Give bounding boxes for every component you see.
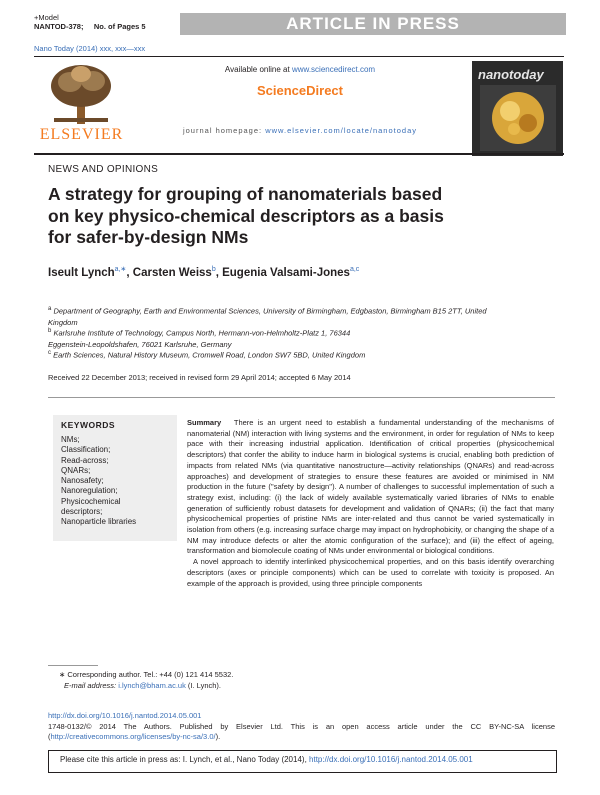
article-title: A strategy for grouping of nanomaterials based on key physico-chemical descriptors as a basis for safer-by-design NMs — [48, 184, 444, 247]
author-name: Carsten Weiss — [132, 266, 212, 279]
journal-reference: Nano Today (2014) xxx, xxx—xxx — [34, 44, 146, 53]
model-info — [34, 13, 146, 31]
summary-abstract — [187, 418, 554, 589]
affiliation-text: Earth Sciences, Natural History Museum, Cromwell Road, London SW7 5BD, United Kingdom — [53, 350, 366, 360]
citation-doi-link[interactable]: http://dx.doi.org/10.1016/j.nantod.2014.05.001 — [309, 755, 473, 764]
affiliation-mark: b — [48, 328, 52, 334]
section-label: NEWS AND OPINIONS — [48, 164, 159, 175]
keyword-item: descriptors; — [61, 507, 103, 517]
received-rule — [48, 397, 555, 398]
model-line: +Model — [34, 13, 59, 22]
author-name: Eugenia Valsami-Jones — [222, 266, 350, 279]
license-link[interactable]: http://creativecommons.org/licenses/by-nc-sa/3.0/ — [50, 732, 216, 741]
license-statement — [48, 722, 555, 742]
cover-title: nanotoday — [478, 67, 544, 82]
journal-cover — [472, 61, 563, 156]
corresponding-author: ∗ Corresponding author. Tel.: +44 (0) 121 414 5532. — [59, 670, 234, 679]
sciencedirect-logo: ScienceDirect — [257, 83, 343, 98]
affiliation — [48, 304, 498, 328]
affiliation-text: Karlsruhe Institute of Technology, Campus North, Hermann-von-Helmholtz-Platz 1, 76344 Eggenstein-Leopoldshafen, 76021 Karlsruhe, Germany — [48, 328, 351, 349]
summary-paragraph — [187, 418, 554, 557]
summary-paragraph: A novel approach to identify interlinked physicochemical properties, and on this basis identify overarching descriptors (axes or principle components) which can be used to correlate with toxicity is proposed. An example of the approach is provided, using three principle components — [187, 557, 554, 588]
journal-homepage — [140, 126, 460, 135]
homepage-link[interactable]: www.elsevier.com/locate/nanotoday — [265, 126, 418, 135]
keyword-item: Nanoparticle libraries — [61, 517, 137, 527]
keywords-list — [61, 435, 136, 528]
affiliation — [48, 348, 498, 361]
email-link[interactable]: i.lynch@bham.ac.uk — [118, 681, 186, 690]
keyword-item: NMs; — [61, 435, 80, 444]
author-list: Iseult Lynch$^{a,∗}$, Carsten Weiss$^b$, Eugenia Valsami-Jones$^{a,c}$ — [48, 266, 360, 279]
homepage-prefix: journal homepage: — [182, 126, 266, 135]
affiliation-mark: c — [48, 350, 51, 356]
publisher-name: ELSEVIER — [39, 126, 124, 143]
license-text: 1748-0132/© 2014 The Authors. Published by Elsevier Ltd. This is an open access article under the CC BY-NC-SA license ( — [48, 722, 555, 741]
available-prefix: Available online at — [224, 65, 292, 74]
keyword-item: Classification; — [61, 445, 111, 455]
keyword-item: Physicochemical — [61, 496, 121, 506]
keywords-heading: KEYWORDS — [61, 420, 116, 430]
affiliation-mark: a — [48, 306, 52, 312]
citation-text: Please cite this article in press as: I. Lynch, et al., Nano Today (2014), — [60, 755, 310, 764]
cover-art-icon — [480, 85, 556, 151]
footnote-rule — [48, 665, 98, 666]
email-suffix: (I. Lynch). — [185, 681, 221, 690]
citation-line — [60, 755, 473, 764]
keyword-item: Nanoregulation; — [61, 486, 118, 496]
email-line — [64, 681, 221, 690]
email-label: E-mail address: — [64, 681, 119, 690]
keyword-item: QNARs; — [61, 465, 91, 475]
available-online — [140, 65, 460, 74]
manuscript-id: NANTOD-378; No. of Pages 5 — [34, 22, 146, 31]
masthead-rule — [34, 153, 564, 155]
keyword-item: Read-across; — [61, 455, 109, 465]
header-rule — [34, 56, 564, 57]
summary-label: Summary — [187, 418, 222, 427]
affiliation — [48, 326, 388, 350]
tree-icon — [46, 62, 116, 126]
summary-text: There is an urgent need to establish a fundamental understanding of the mechanisms of nanomaterial (NM) interaction with living systems and the environment, in order for regulation of NMs to keep pace with their increasing industrial application. Identification of critical properties (physicochemical descriptors) that confer the ability to induce harm in biological systems is crucial, enabling both prediction of impacts from related NMs (via quantitative nanostructure—activity relationships (QNARs) and read-across approaches) and development of strategies to ensure these features are avoided or minimised in NM production in the future (''safety by design''). A number of challenges to successful implementation of such a strategy exist, including: (i) the lack of widely available systematically varied libraries of NMs to enable generation of sufficiently robust datasets for development and validation of QNARs; (ii) the fact that many physicochemical properties of pristine NMs are inter-related and thus cannot be varied systematically in isolation from others (e.g. increasing surface charge may impact on hydrophobicity, or changing the shape of a NM may introduce defects or alter the atomic configuration of the surface); and (iii) the effect of ageing, transformation and biomolecule coating of NMs under environmental or biological conditions. — [187, 418, 554, 556]
received-dates: Received 22 December 2013; received in revised form 29 April 2014; accepted 6 May 2014 — [48, 373, 351, 382]
keyword-item: Nanosafety; — [61, 476, 104, 486]
author-affiliation-mark[interactable]: a,c — [349, 266, 360, 273]
article-in-press-banner: ARTICLE IN PRESS — [180, 13, 566, 35]
doi-link[interactable]: http://dx.doi.org/10.1016/j.nantod.2014.05.001 — [48, 711, 202, 720]
author-affiliation-mark[interactable]: a,∗ — [114, 266, 127, 273]
license-close: ). — [215, 732, 221, 741]
sciencedirect-link[interactable]: www.sciencedirect.com — [291, 65, 376, 74]
author-name: Iseult Lynch — [48, 266, 115, 279]
author-affiliation-mark[interactable]: b — [211, 266, 216, 273]
affiliation-text: Department of Geography, Earth and Environmental Sciences, University of Birmingham, Edgbaston, Birmingham B15 2TT, United Kingdom — [48, 306, 487, 327]
